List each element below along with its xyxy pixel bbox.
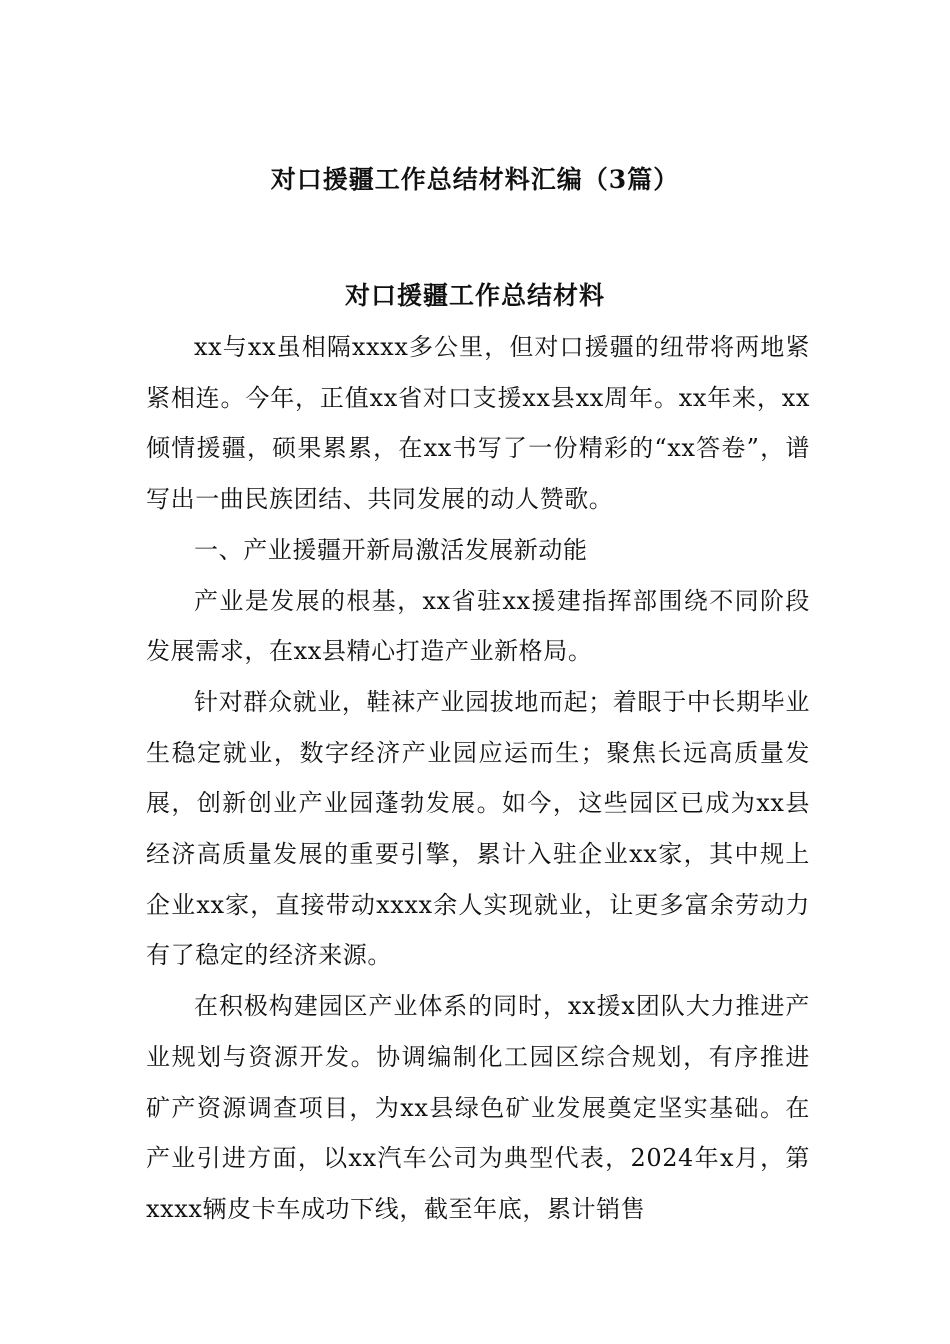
document-main-title: 对口援疆工作总结材料汇编（3篇） (270, 165, 680, 194)
paragraph-industrial-parks: 针对群众就业，鞋袜产业园拔地而起；着眼于中长期毕业生稳定就业，数字经济产业园应运而生；聚焦长远高质量发展，创新创业产业园蓬勃发展。如今，这些园区已成为xx县经济高质量发展的重要引擎，累计入驻企业xx家，其中规上企业xx家，直接带动xxxx余人实现就业，让更多富余劳动力有了稳定的经济来源。 (146, 687, 810, 970)
document-body (146, 322, 810, 1235)
paragraph-heading-industry: 一、产业援疆开新局激活发展新动能 (194, 535, 588, 564)
paragraph-intro: xx与xx虽相隔xxxx多公里，但对口援疆的纽带将两地紧紧相连。今年，正值xx省对口支援xx县xx周年。xx年来，xx倾情援疆，硕果累累，在xx书写了一份精彩的“xx答卷”，谱写出一曲民族团结、共同发展的动人赞歌。 (146, 333, 810, 514)
paragraph-industry-foundation: 产业是发展的根基，xx省驻xx援建指挥部围绕不同阶段发展需求，在xx县精心打造产业新格局。 (146, 586, 810, 666)
section-title: 对口援疆工作总结材料 (344, 281, 605, 310)
paragraph-industry-planning: 在积极构建园区产业体系的同时，xx援x团队大力推进产业规划与资源开发。协调编制化工园区综合规划，有序推进矿产资源调查项目，为xx县绿色矿业发展奠定坚实基础。在产业引进方面，以xx汽车公司为典型代表，2024年x月，第xxxx辆皮卡车成功下线，截至年底，累计销售 (146, 992, 810, 1223)
